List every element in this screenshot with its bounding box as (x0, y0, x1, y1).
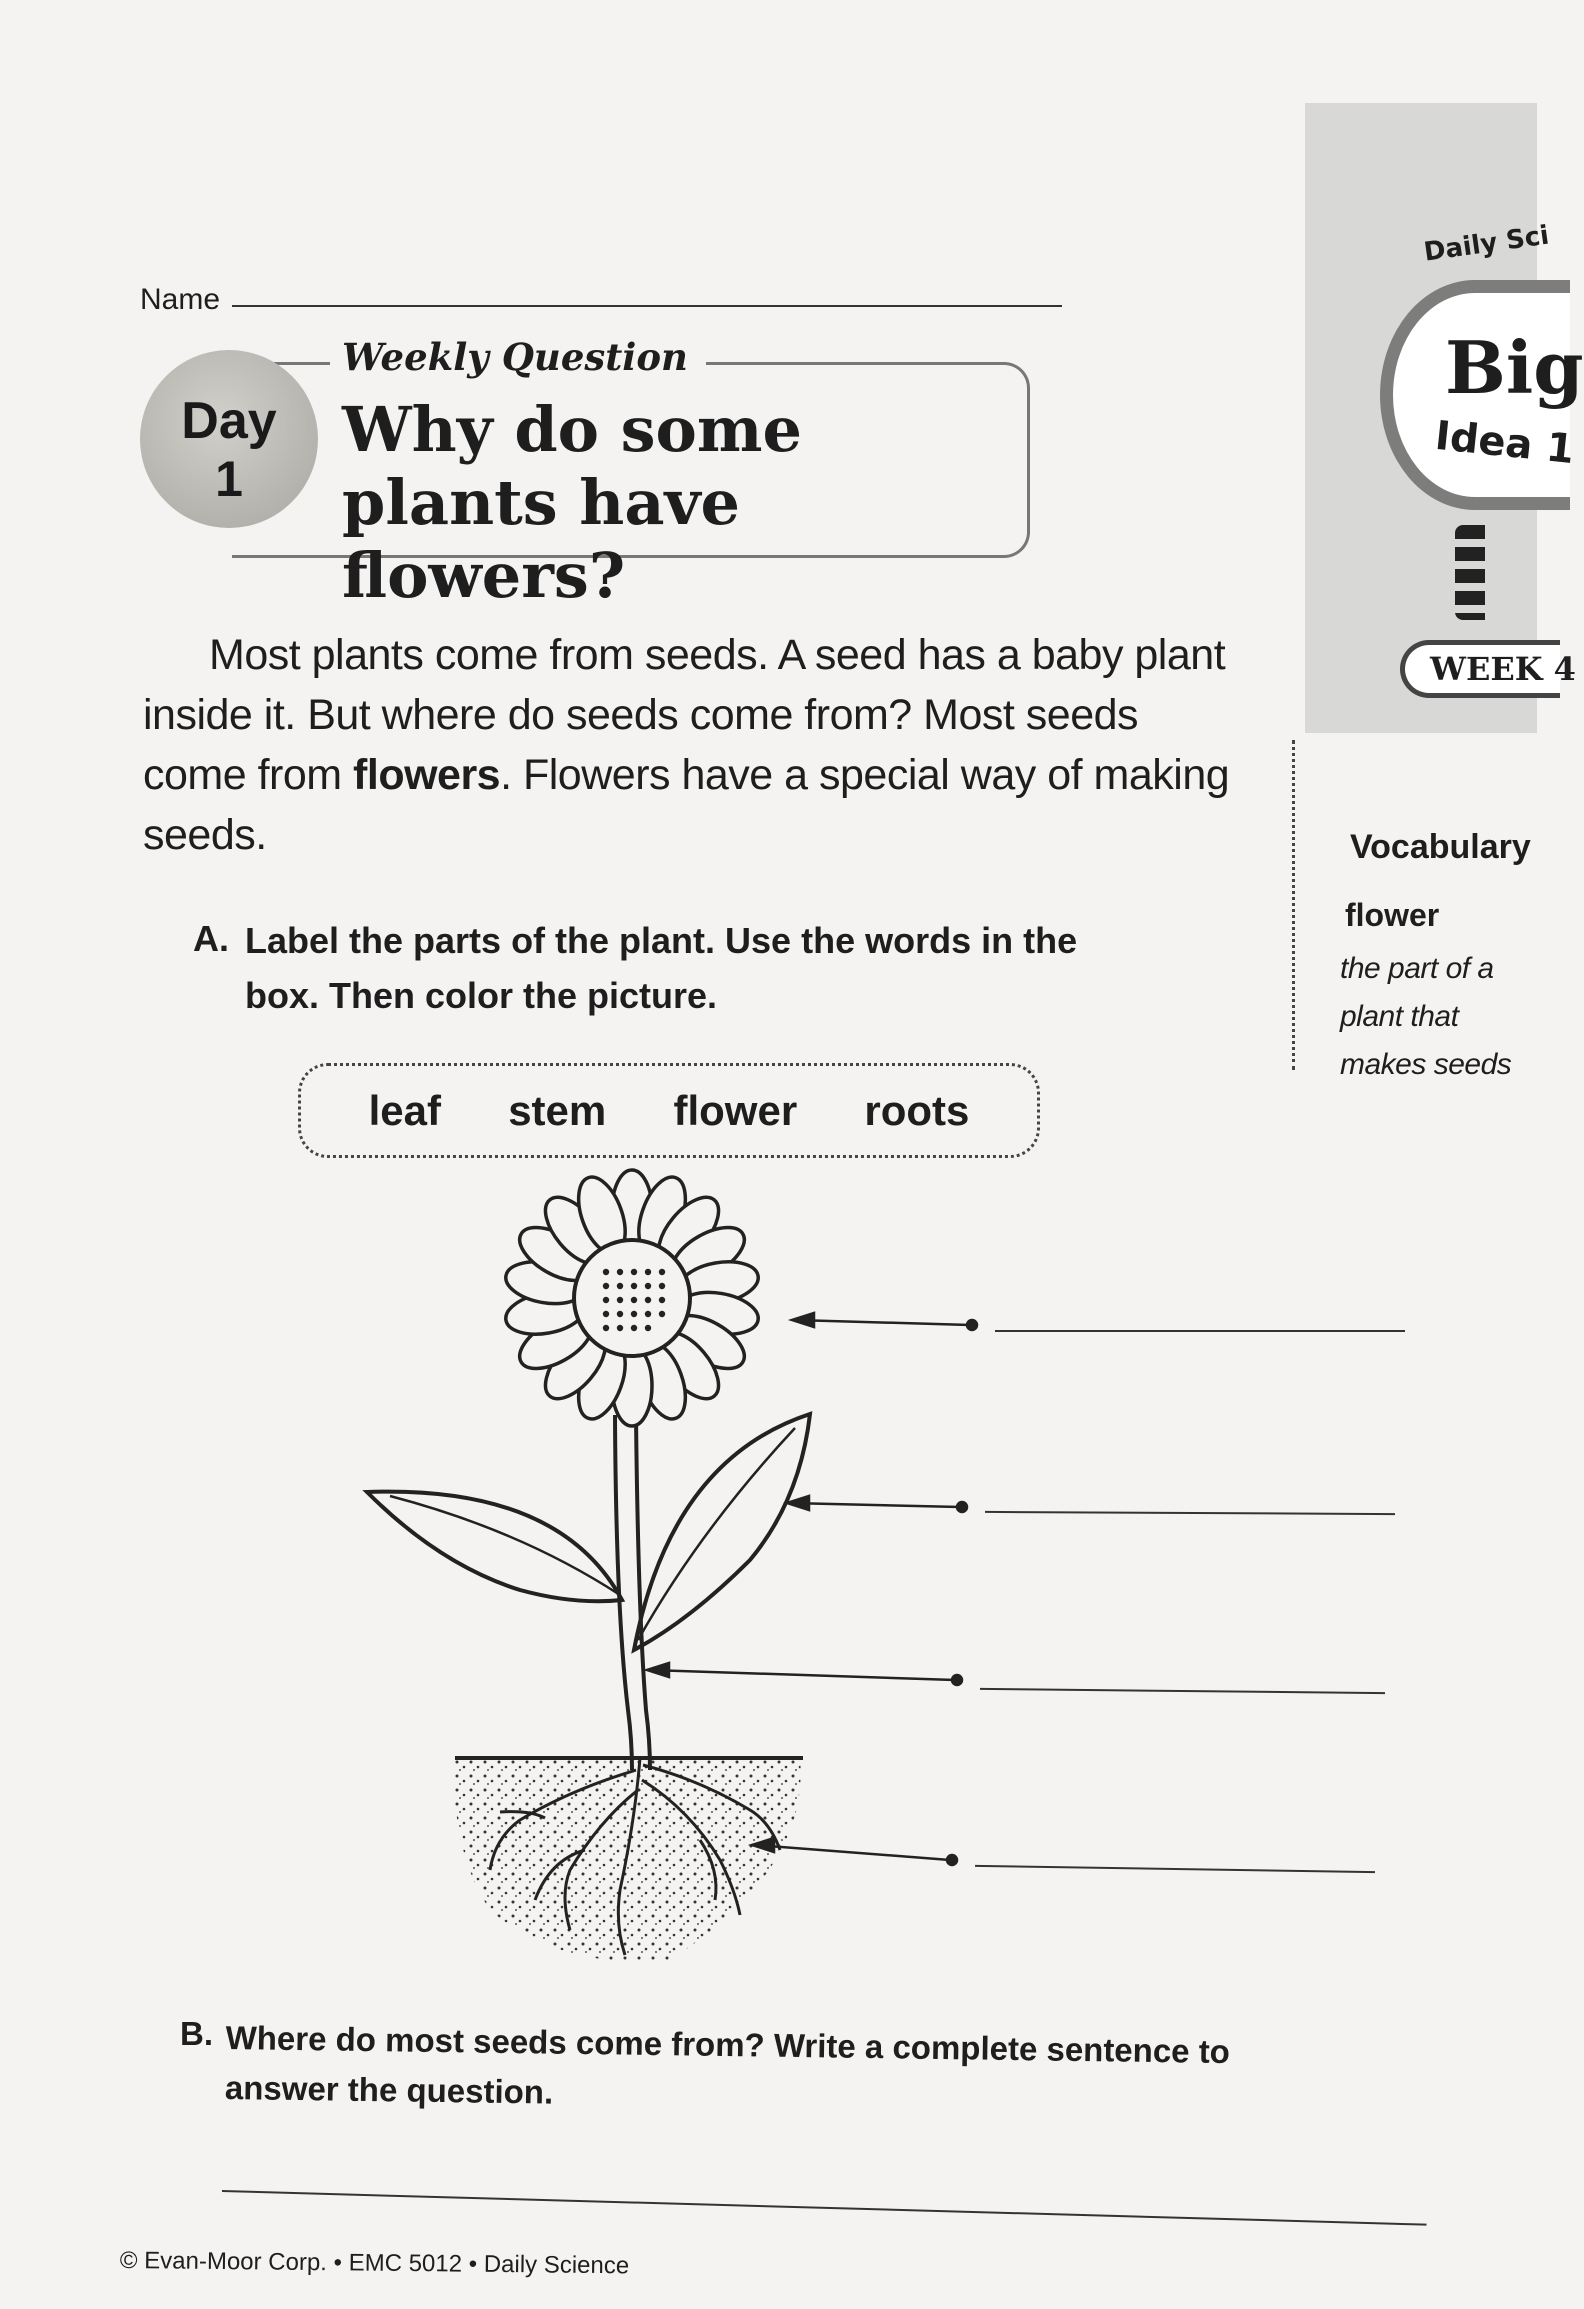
word-bank-item: roots (864, 1086, 970, 1134)
weekly-question-title: Why do some plants have flowers? (342, 393, 802, 612)
seed-dot (659, 1283, 665, 1289)
seed-dot (631, 1297, 637, 1303)
seed-dot (645, 1297, 651, 1303)
seed-dot (645, 1283, 651, 1289)
seed-dot (631, 1325, 637, 1331)
word-bank-item: leaf (368, 1086, 441, 1134)
seed-dot (603, 1297, 609, 1303)
seed-dot (631, 1269, 637, 1275)
section-b-letter: B. (180, 2015, 213, 2052)
week-badge: WEEK 4 (1400, 640, 1560, 698)
soil (454, 1758, 803, 1961)
word-bank-item: stem (508, 1086, 607, 1134)
intro-paragraph (143, 625, 1233, 865)
section-a-instructions: Label the parts of the plant. Use the words in the box. Then color the picture. (245, 920, 1078, 1016)
seed-dot (603, 1269, 609, 1275)
name-line[interactable] (232, 305, 1062, 307)
vocabulary-title: Vocabulary (1350, 828, 1531, 866)
name-label: Name (140, 283, 221, 316)
stem (615, 1415, 650, 1770)
day-badge (140, 350, 318, 528)
intro-bold-word: flowers (353, 751, 501, 799)
seed-dot (659, 1311, 665, 1317)
seed-dot (645, 1269, 651, 1275)
plant-illustration (370, 1170, 1450, 2000)
sidebar-divider (1292, 740, 1295, 1070)
seed-dot (617, 1269, 623, 1275)
weekly-question-label: Weekly Question (330, 335, 706, 379)
seed-dot (645, 1325, 651, 1331)
intro-text-1: Most plants come from seeds. A seed has a baby plant inside it. But where do seeds come from? Most seeds come from (143, 631, 1226, 799)
footer-credit: © Evan-Moor Corp. • EMC 5012 • Daily Science (119, 2247, 630, 2280)
word-bank-box (298, 1063, 1040, 1158)
word-bank-item: flower (673, 1086, 798, 1134)
intro-text-2: . Flowers have a special way of making seeds. (143, 751, 1230, 859)
seed-dot (631, 1283, 637, 1289)
section-b-question: Where do most seeds come from? Write a complete sentence to answer the question. (224, 2018, 1231, 2111)
seed-dot (631, 1311, 637, 1317)
vocabulary-word: flower (1345, 897, 1440, 933)
seed-dot (617, 1283, 623, 1289)
day-number: 1 (215, 451, 243, 507)
big-idea-big: Big (1445, 325, 1584, 410)
seed-dot (659, 1297, 665, 1303)
seed-dot (659, 1269, 665, 1275)
vocabulary-definition: the part of a plant that makes seeds (1340, 952, 1512, 1081)
seed-dot (603, 1325, 609, 1331)
seed-dot (603, 1311, 609, 1317)
seed-dot (617, 1311, 623, 1317)
lightbulb-base-icon (1455, 525, 1485, 620)
seed-dot (617, 1325, 623, 1331)
section-b-answer-line[interactable] (222, 2190, 1427, 2226)
day-word: Day (181, 392, 277, 450)
leaf (367, 1414, 810, 1650)
flower-center (574, 1240, 690, 1356)
daily-science-label: Daily Sci (1422, 220, 1551, 268)
seed-dot (603, 1283, 609, 1289)
label-answer-line[interactable] (995, 1330, 1405, 1332)
section-a-letter: A. (193, 918, 229, 959)
seed-dot (645, 1311, 651, 1317)
seed-dot (617, 1297, 623, 1303)
big-idea-idea: Idea 1 (1432, 412, 1577, 474)
